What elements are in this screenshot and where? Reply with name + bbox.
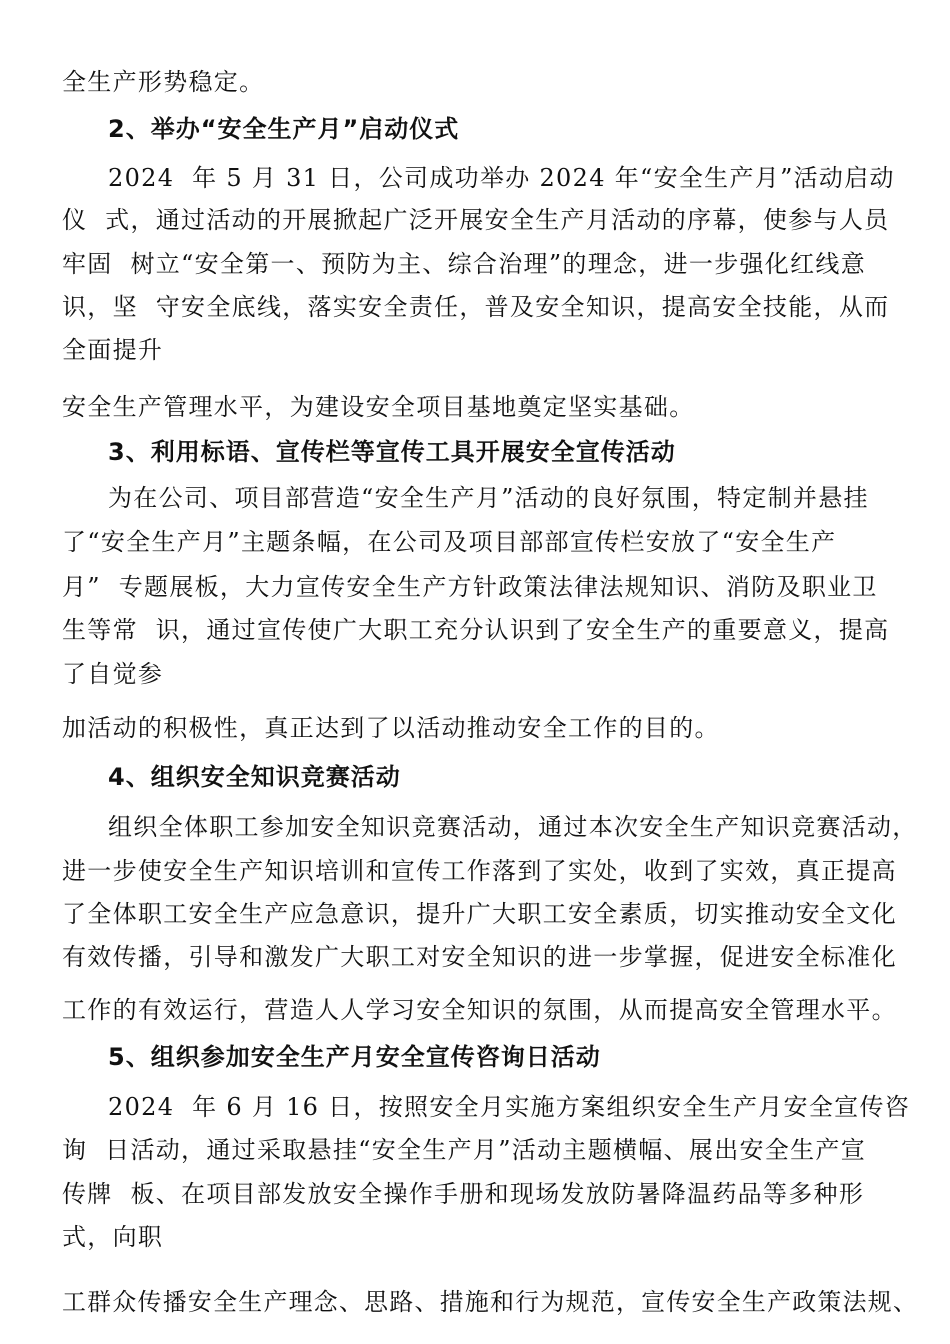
- paragraph-line: 了全体职工安全生产应急意识，提升广大职工安全素质，切实推动安全文化: [62, 900, 897, 928]
- paragraph-line: 了“安全生产月”主题条幅，在公司及项目部部宣传栏安放了“安全生产: [62, 528, 837, 556]
- paragraph-line: 式，向职: [62, 1223, 164, 1251]
- paragraph-line: 询 日活动，通过采取悬挂“安全生产月”活动主题横幅、展出安全生产宣: [62, 1136, 866, 1164]
- paragraph-line: 识，坚 守安全底线，落实安全责任，普及安全知识，提高安全技能，从而: [62, 293, 890, 321]
- section-heading-4: 4、组织安全知识竞赛活动: [108, 763, 401, 791]
- paragraph-line: 进一步使安全生产知识培训和宣传工作落到了实处，收到了实效，真正提高: [62, 857, 897, 885]
- paragraph-line: 2024 年 5 月 31 日，公司成功举办 2024 年“安全生产月”活动启动: [108, 164, 895, 192]
- paragraph-line: 月” 专题展板，大力宣传安全生产方针政策法律法规知识、消防及职业卫: [62, 573, 878, 601]
- paragraph-line: 2024 年 6 月 16 日，按照安全月实施方案组织安全生产月安全宣传咨: [108, 1093, 911, 1121]
- paragraph-line: 全生产形势稳定。: [62, 68, 265, 96]
- paragraph-line: 工作的有效运行，营造人人学习安全知识的氛围，从而提高安全管理水平。: [62, 996, 897, 1024]
- paragraph-line: 牢固 树立“安全第一、预防为主、综合治理”的理念，进一步强化红线意: [62, 250, 866, 278]
- paragraph-line: 工群众传播安全生产理念、思路、措施和行为规范，宣传安全生产政策法规、: [62, 1288, 919, 1316]
- paragraph-line: 全面提升: [62, 336, 164, 364]
- section-heading-2: 2、举办“安全生产月”启动仪式: [108, 115, 460, 143]
- paragraph-line: 有效传播，引导和激发广大职工对安全知识的进一步掌握，促进安全标准化: [62, 943, 897, 971]
- section-heading-3: 3、利用标语、宣传栏等宣传工具开展安全宣传活动: [108, 438, 676, 466]
- paragraph-line: 为在公司、项目部营造“安全生产月”活动的良好氛围，特定制并悬挂: [108, 484, 869, 512]
- section-heading-5: 5、组织参加安全生产月安全宣传咨询日活动: [108, 1043, 601, 1071]
- paragraph-line: 了自觉参: [62, 660, 164, 688]
- paragraph-line: 传牌 板、在项目部发放安全操作手册和现场发放防暑降温药品等多种形: [62, 1180, 865, 1208]
- paragraph-line: 安全生产管理水平，为建设安全项目基地奠定坚实基础。: [62, 393, 695, 421]
- paragraph-line: 生等常 识，通过宣传使广大职工充分认识到了安全生产的重要意义，提高: [62, 616, 890, 644]
- paragraph-line: 仪 式，通过活动的开展掀起广泛开展安全生产月活动的序幕，使参与人员: [62, 206, 890, 234]
- paragraph-line: 加活动的积极性，真正达到了以活动推动安全工作的目的。: [62, 714, 720, 742]
- paragraph-line: 组织全体职工参加安全知识竞赛活动，通过本次安全生产知识竞赛活动，: [108, 813, 918, 841]
